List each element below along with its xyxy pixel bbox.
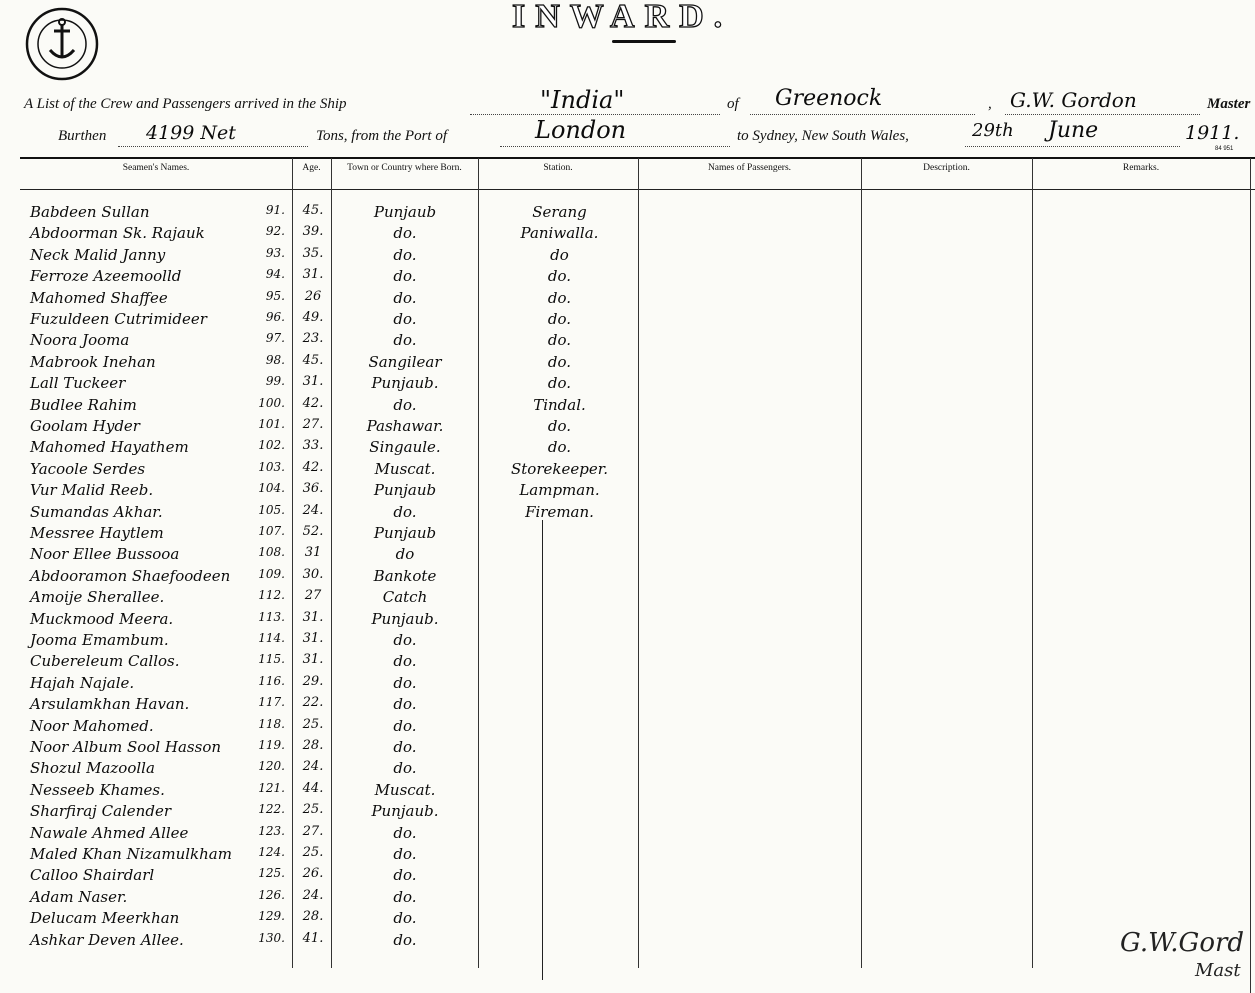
- birthplace: do.: [393, 267, 417, 286]
- table-row: [0, 545, 1255, 566]
- seaman-age: 26: [304, 288, 322, 304]
- master-label: Master: [1207, 96, 1251, 112]
- birthplace: do.: [393, 845, 417, 863]
- seaman-number: 130.: [258, 930, 285, 945]
- seaman-age: 27: [304, 588, 322, 604]
- seaman-number: 91.: [265, 203, 285, 217]
- master-signature: G.W.Gord: [1120, 928, 1245, 958]
- seaman-name: Mahomed Shaffee: [30, 288, 168, 307]
- seaman-age: 28.: [302, 909, 324, 925]
- seaman-name: Shozul Mazoolla: [30, 759, 155, 778]
- seaman-age: 39.: [302, 224, 324, 240]
- seaman-name: Hajah Najale.: [30, 673, 135, 692]
- table-row: [0, 396, 1255, 417]
- seaman-name: Noor Ellee Bussooa: [30, 545, 180, 564]
- seaman-number: 96.: [265, 310, 285, 324]
- col-remarks: Remarks.: [1122, 163, 1160, 173]
- seaman-name: Cubereleum Callos.: [30, 652, 180, 671]
- seaman-number: 104.: [258, 481, 285, 496]
- seaman-age: 36.: [302, 481, 324, 497]
- seaman-age: 49.: [302, 310, 324, 325]
- seaman-number: 102.: [258, 438, 285, 453]
- seaman-age: 29.: [302, 673, 324, 689]
- col-passengers: Names of Passengers.: [707, 163, 792, 173]
- seaman-name: Noor Album Sool Hasson: [30, 738, 222, 756]
- header-line1-prefix: A List of the Crew and Passengers arrived in the Ship: [24, 96, 347, 112]
- seaman-name: Babdeen Sullan: [30, 203, 150, 221]
- seaman-number: 114.: [258, 631, 285, 645]
- seaman-number: 125.: [258, 866, 285, 881]
- seaman-age: 35.: [302, 245, 324, 261]
- birthplace: do.: [393, 909, 417, 928]
- seaman-number: 99.: [265, 374, 285, 389]
- seaman-name: Yacoole Serdes: [30, 459, 146, 478]
- table-row: [0, 909, 1255, 930]
- seaman-number: 93.: [265, 245, 285, 260]
- date-day: 29th: [972, 120, 1014, 141]
- birthplace: do.: [393, 288, 417, 307]
- seaman-name: Maled Khan Nizamulkham: [30, 845, 232, 863]
- station: Tindal.: [533, 395, 586, 414]
- birthplace: do.: [393, 652, 417, 671]
- seaman-age: 31.: [302, 631, 324, 646]
- seaman-name: Ferroze Azeemoolld: [30, 267, 182, 286]
- master-name: G.W. Gordon: [1010, 88, 1137, 112]
- seaman-number: 105.: [258, 502, 285, 517]
- table-row: [0, 331, 1255, 352]
- table-row: [0, 481, 1255, 502]
- birthplace: do.: [393, 395, 417, 414]
- birthplace: do.: [393, 224, 417, 243]
- seaman-age: 41.: [302, 930, 324, 946]
- seaman-name: Abdoorman Sk. Rajauk: [30, 224, 205, 243]
- seaman-number: 100.: [258, 395, 285, 410]
- table-row: [0, 267, 1255, 288]
- seaman-number: 107.: [258, 524, 285, 538]
- table-row: [0, 353, 1255, 374]
- table-row: [0, 866, 1255, 887]
- birthplace: do.: [393, 930, 417, 949]
- table-row: [0, 203, 1255, 224]
- seaman-name: Muckmood Meera.: [30, 609, 174, 628]
- table-row: [0, 717, 1255, 738]
- seaman-name: Sharfiraj Calender: [30, 802, 171, 821]
- station: do.: [547, 417, 572, 435]
- birthplace: do.: [393, 695, 417, 714]
- birthplace: do.: [393, 759, 417, 778]
- seaman-name: Abdooramon Shaefoodeen: [30, 566, 231, 585]
- col-seamen-names: Seamen's Names.: [122, 163, 190, 173]
- col-age: Age.: [302, 163, 321, 173]
- table-row: [0, 438, 1255, 459]
- seaman-age: 24.: [302, 887, 324, 903]
- seaman-age: 45.: [302, 203, 324, 218]
- seaman-name: Noora Jooma: [30, 331, 130, 350]
- birthplace: Punjaub: [373, 481, 437, 500]
- table-row: [0, 631, 1255, 652]
- seaman-number: 101.: [258, 417, 285, 431]
- seaman-age: 28.: [302, 738, 324, 753]
- birthplace: Punjaub.: [371, 802, 439, 821]
- seaman-number: 115.: [258, 652, 285, 667]
- seaman-number: 118.: [258, 716, 285, 731]
- birthplace: do.: [393, 331, 417, 350]
- col-born: Town or Country where Born.: [347, 163, 462, 173]
- birthplace: do.: [393, 887, 417, 906]
- table-row: [0, 503, 1255, 524]
- birthplace: Pashawar.: [366, 417, 444, 435]
- birthplace: do: [395, 545, 415, 564]
- table-row: [0, 888, 1255, 909]
- col-station: Station.: [543, 163, 573, 173]
- to-sydney-label: to Sydney, New South Wales,: [737, 128, 909, 144]
- seaman-number: 94.: [265, 267, 285, 282]
- seaman-age: 22.: [302, 695, 324, 711]
- seaman-number: 113.: [258, 609, 285, 624]
- seaman-number: 117.: [258, 695, 285, 710]
- table-row: [0, 738, 1255, 759]
- table-row: [0, 674, 1255, 695]
- port-from: London: [535, 116, 627, 144]
- seaman-age: 44.: [302, 780, 324, 796]
- seaman-number: 120.: [258, 759, 285, 774]
- seaman-number: 92.: [265, 224, 285, 239]
- seaman-name: Mahomed Hayathem: [30, 438, 189, 457]
- station: Serang: [532, 203, 587, 221]
- seaman-age: 30.: [302, 566, 324, 582]
- table-row: [0, 460, 1255, 481]
- seaman-age: 25.: [302, 802, 324, 818]
- year: 1911.: [1185, 122, 1240, 144]
- table-row: [0, 802, 1255, 823]
- station: do.: [547, 352, 572, 371]
- seaman-name: Nawale Ahmed Allee: [30, 823, 189, 842]
- seaman-name: Arsulamkhan Havan.: [30, 695, 190, 714]
- seaman-number: 97.: [265, 331, 285, 346]
- station: Paniwalla.: [520, 224, 599, 243]
- birthplace: Punjaub: [373, 524, 437, 542]
- seaman-name: Goolam Hyder: [30, 417, 140, 435]
- seaman-number: 121.: [258, 780, 285, 795]
- seaman-name: Amoije Sherallee.: [30, 588, 165, 607]
- birthplace: do.: [393, 502, 417, 521]
- seaman-age: 42.: [302, 395, 324, 411]
- table-row: [0, 652, 1255, 673]
- table-row: [0, 781, 1255, 802]
- seaman-name: Nesseeb Khames.: [30, 780, 165, 799]
- birthplace: do.: [393, 310, 417, 328]
- seaman-number: 124.: [258, 845, 285, 859]
- seaman-name: Fuzuldeen Cutrimideer: [30, 310, 207, 328]
- seaman-name: Neck Malid Janny: [30, 245, 166, 264]
- table-row: [0, 310, 1255, 331]
- birthplace: do.: [393, 631, 417, 649]
- seaman-age: 31.: [302, 609, 324, 625]
- seaman-age: 42.: [302, 459, 324, 475]
- seaman-name: Adam Naser.: [30, 887, 128, 906]
- seaman-number: 109.: [258, 566, 285, 581]
- station: Fireman.: [525, 502, 594, 521]
- birthplace: Catch: [382, 588, 428, 607]
- seaman-number: 112.: [258, 588, 285, 603]
- birthplace: do.: [393, 738, 417, 756]
- birthplace: Punjaub.: [371, 374, 439, 393]
- seaman-age: 31.: [302, 652, 324, 668]
- master-signature-title: Mast: [1195, 960, 1241, 981]
- col-description: Description.: [923, 163, 970, 173]
- birthplace: Muscat.: [374, 780, 436, 799]
- birthplace: Singaule.: [369, 438, 441, 457]
- birthplace: Punjaub: [373, 203, 437, 221]
- station: do.: [547, 374, 572, 393]
- seaman-number: 122.: [258, 802, 285, 817]
- table-row: [0, 567, 1255, 588]
- burthen-value: 4199 Net: [146, 122, 236, 144]
- seaman-number: 108.: [258, 545, 285, 560]
- seaman-name: Lall Tuckeer: [30, 374, 126, 393]
- table-row: [0, 610, 1255, 631]
- table-row: [0, 759, 1255, 780]
- tons-from-label: Tons, from the Port of: [316, 128, 447, 144]
- seaman-age: 52.: [302, 524, 324, 539]
- seaman-age: 31.: [302, 374, 324, 390]
- seaman-age: 27.: [302, 417, 324, 432]
- form-number: 84 951: [1215, 146, 1234, 152]
- seaman-age: 26.: [302, 866, 324, 882]
- table-row: [0, 417, 1255, 438]
- seaman-number: 103.: [258, 459, 285, 474]
- station: do.: [547, 438, 572, 457]
- table-row: [0, 524, 1255, 545]
- seaman-name: Sumandas Akhar.: [30, 502, 163, 521]
- seaman-name: Vur Malid Reeb.: [30, 481, 154, 500]
- table-row: [0, 824, 1255, 845]
- station: do.: [547, 331, 572, 350]
- seaman-number: 119.: [258, 738, 285, 752]
- seaman-name: Noor Mahomed.: [30, 716, 154, 735]
- station: Storekeeper.: [511, 459, 608, 478]
- seaman-number: 126.: [258, 887, 285, 902]
- seaman-number: 98.: [265, 352, 285, 367]
- seaman-number: 116.: [258, 673, 285, 688]
- seaman-age: 24.: [302, 502, 324, 518]
- birthplace: do.: [393, 823, 417, 842]
- seaman-age: 25.: [302, 845, 324, 860]
- seaman-age: 31: [304, 545, 322, 561]
- seaman-number: 123.: [258, 823, 285, 838]
- birthplace: Muscat.: [374, 459, 436, 478]
- station: do.: [547, 267, 572, 286]
- seaman-name: Mabrook Inehan: [30, 352, 156, 371]
- port-of-registry: Greenock: [775, 86, 883, 111]
- birthplace: Sangilear: [368, 352, 442, 371]
- birthplace: do.: [393, 716, 417, 735]
- seaman-age: 27.: [302, 823, 324, 839]
- birthplace: do.: [393, 673, 417, 692]
- table-row: [0, 931, 1255, 952]
- date-month: June: [1048, 118, 1099, 143]
- seaman-age: 33.: [302, 438, 324, 454]
- table-row: [0, 845, 1255, 866]
- ship-name: "India": [540, 86, 625, 114]
- seaman-number: 129.: [258, 909, 285, 924]
- seaman-number: 95.: [265, 288, 285, 303]
- of-label: of: [727, 96, 739, 112]
- birthplace: Punjaub.: [371, 609, 439, 628]
- seaman-name: Calloo Shairdarl: [30, 866, 155, 885]
- seaman-name: Budlee Rahim: [30, 395, 137, 414]
- table-row: [0, 588, 1255, 609]
- seaman-name: Ashkar Deven Allee.: [30, 930, 184, 949]
- birthplace: do.: [393, 245, 417, 264]
- seaman-name: Messree Haytlem: [30, 524, 164, 542]
- station: Lampman.: [519, 481, 600, 500]
- table-row: [0, 374, 1255, 395]
- seaman-age: 45.: [302, 352, 324, 368]
- seaman-name: Jooma Emambum.: [30, 631, 169, 649]
- comma: ,: [988, 96, 992, 112]
- birthplace: Bankote: [373, 566, 437, 585]
- seaman-age: 23.: [302, 331, 324, 347]
- burthen-label: Burthen: [58, 128, 107, 144]
- table-row: [0, 246, 1255, 267]
- table-row: [0, 224, 1255, 245]
- station: do: [550, 245, 569, 264]
- station: do.: [547, 310, 572, 328]
- table-row: [0, 695, 1255, 716]
- seaman-name: Delucam Meerkhan: [30, 909, 180, 928]
- seaman-age: 25.: [302, 716, 324, 732]
- seaman-age: 24.: [302, 759, 324, 775]
- birthplace: do.: [393, 866, 417, 885]
- seaman-age: 31.: [302, 267, 324, 283]
- page-title: INWARD.: [512, 0, 733, 35]
- station: do.: [547, 288, 572, 307]
- table-row: [0, 289, 1255, 310]
